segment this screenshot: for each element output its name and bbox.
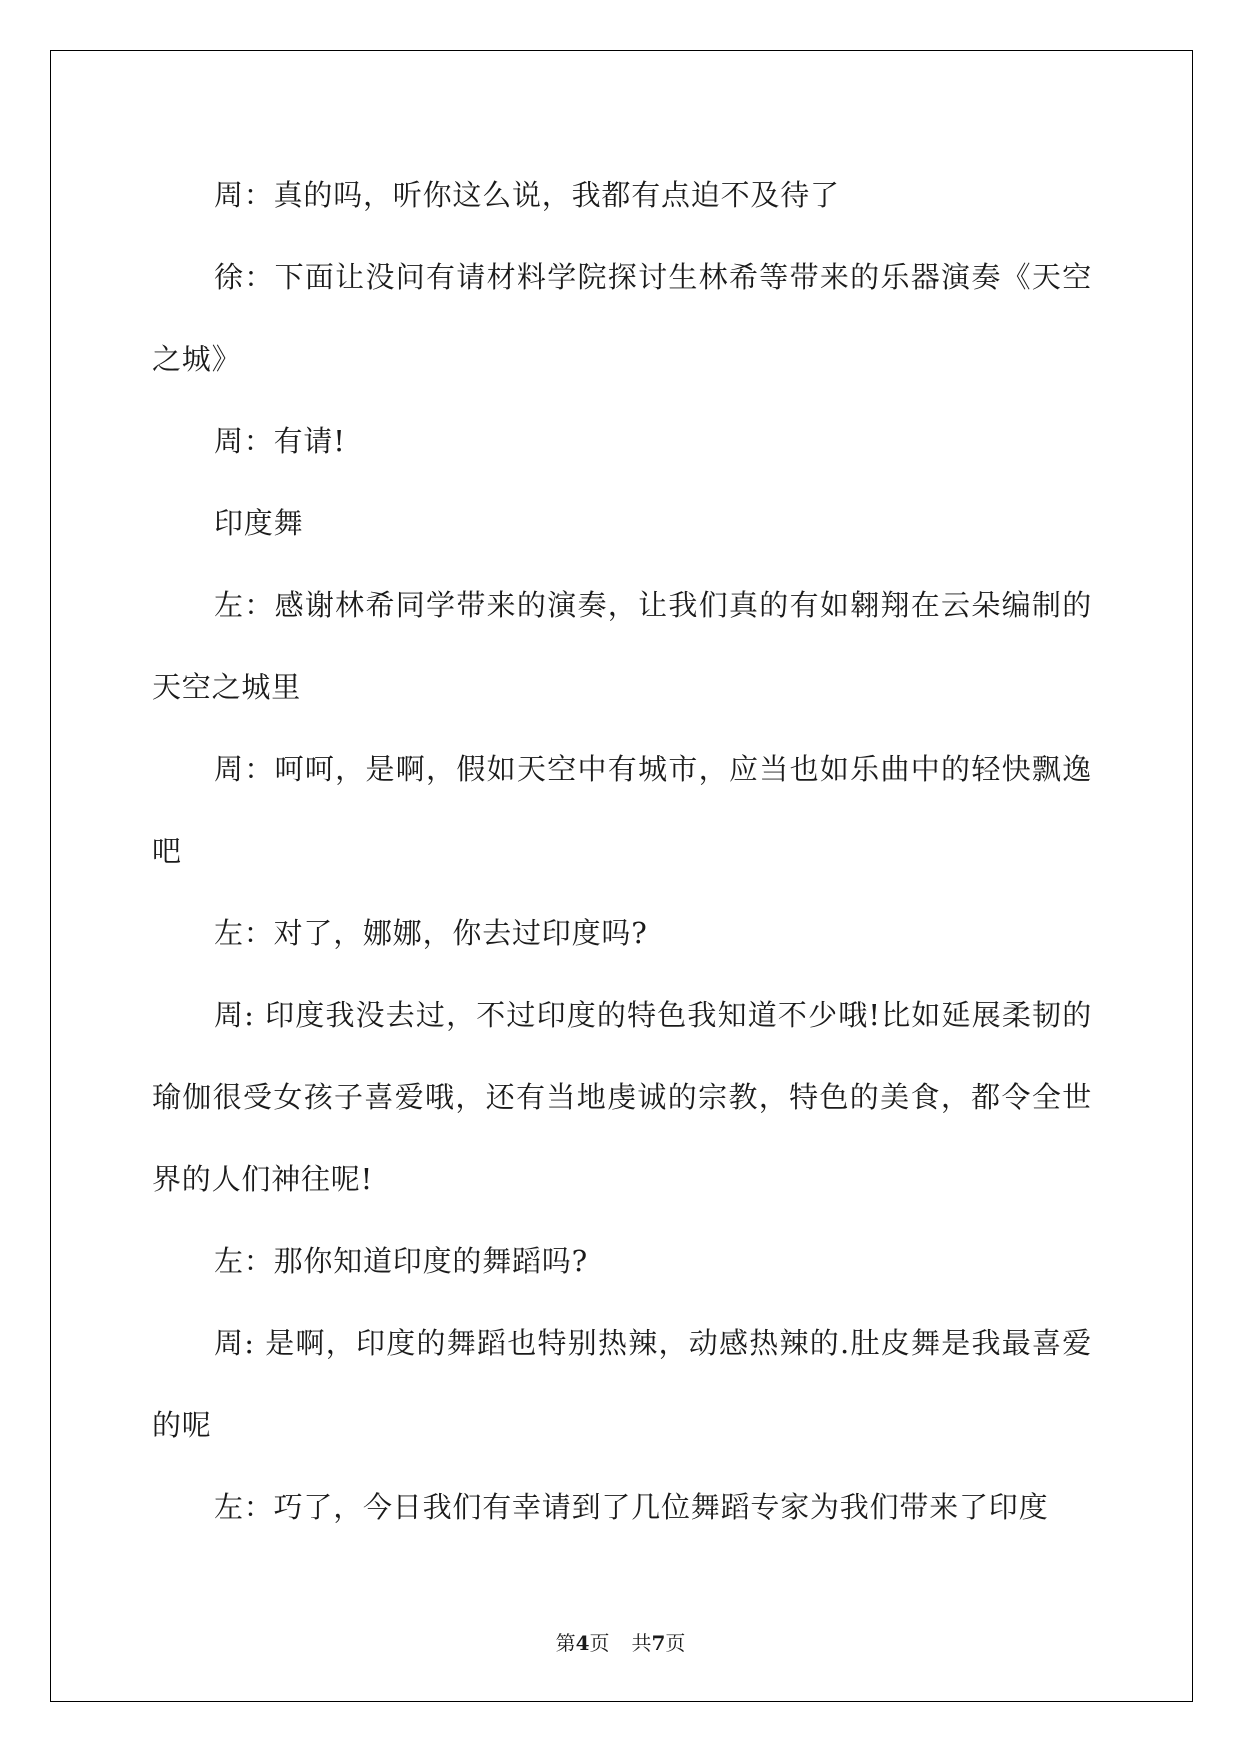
paragraph: 周：有请!: [214, 424, 346, 458]
page-suffix: 页: [589, 1631, 610, 1655]
total-suffix: 页: [665, 1631, 686, 1655]
paragraph: 左：巧了，今日我们有幸请到了几位舞蹈专家为我们带来了印度: [214, 1490, 1049, 1524]
page-footer: [0, 1627, 1241, 1656]
paragraph: 周: 是啊，印度的舞蹈也特别热辣，动感热辣的.肚皮舞是我最喜爱的呢: [152, 1326, 1092, 1442]
section-heading: 印度舞: [214, 506, 304, 540]
paragraph: 周：呵呵，是啊，假如天空中有城市，应当也如乐曲中的轻快飘逸吧: [152, 752, 1092, 868]
paragraph: 周: 印度我没去过，不过印度的特色我知道不少哦!比如延展柔韧的瑜伽很受女孩子喜爱哦，还有当地虔诚的宗教，特色的美食，都令全世界的人们神往呢!: [152, 998, 1092, 1196]
paragraph: 左：那你知道印度的舞蹈吗?: [214, 1244, 588, 1278]
document-body: [152, 166, 1092, 1548]
current-page-number: 4: [575, 1631, 590, 1655]
page-prefix: 第: [555, 1631, 576, 1655]
paragraph: 周：真的吗，听你这么说，我都有点迫不及待了: [214, 178, 840, 212]
total-pages-number: 7: [651, 1631, 666, 1655]
paragraph: 左：感谢林希同学带来的演奏，让我们真的有如翱翔在云朵编制的天空之城里: [152, 588, 1092, 704]
paragraph: 徐：下面让没问有请材料学院探讨生林希等带来的乐器演奏《天空之城》: [152, 260, 1092, 376]
total-prefix: 共: [631, 1631, 652, 1655]
paragraph: 左：对了，娜娜，你去过印度吗?: [214, 916, 648, 950]
